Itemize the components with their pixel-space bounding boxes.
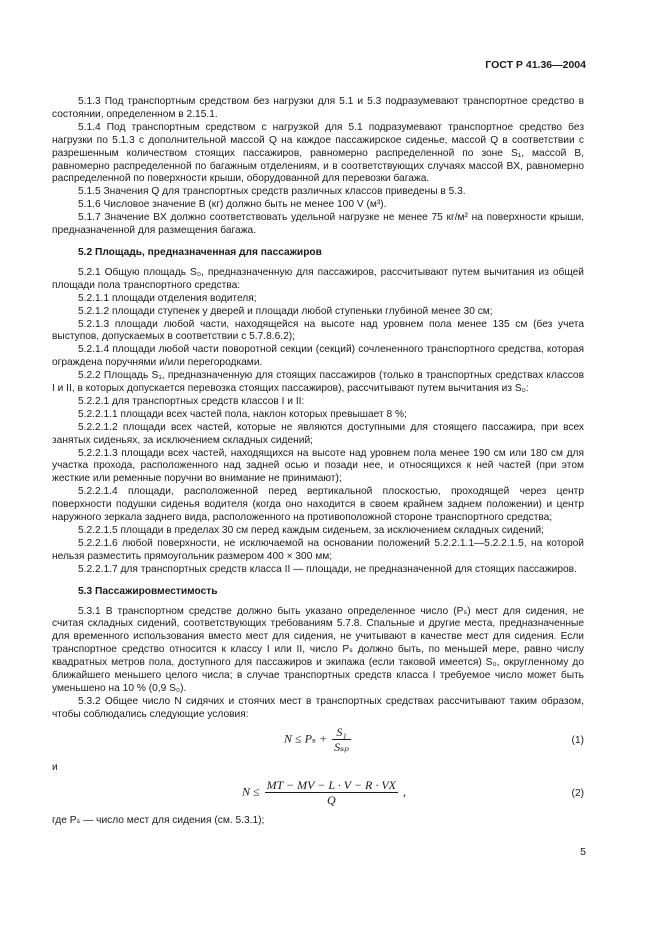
section-heading-5-3: 5.3 Пассажировместимость — [78, 585, 218, 597]
paragraph-5-2-1-2: 5.2.1.2 площади ступенек у дверей и площади любой ступеньки глубиной менее 30 см; — [78, 305, 493, 317]
paragraph-5-2-2-1-6: 5.2.2.1.6 любой поверхности, не исключаемой на основании положений 5.2.2.1.1—5.2.2.1.5, на которой нельзя разместить прямоугольник размером 400 × 300 мм; — [52, 537, 584, 562]
paragraph-5-2-2-1-4: 5.2.2.1.4 площади, расположенной перед вертикальной плоскостью, проходящей через центр поверхности подушки сиденья водителя (когда оно находится в своем крайнем заднем положении) и центр наружного зеркала заднего вида, расположенного на противоположной стороне транспортного средства; — [52, 486, 584, 524]
paragraph-5-2-2-1-5: 5.2.2.1.5 площади в пределах 30 см перед каждым сиденьем, за исключением складных сидений; — [78, 525, 544, 536]
formula-1-expression — [284, 725, 353, 754]
paragraph-5-2-2-1-7: 5.2.2.1.7 для транспортных средств класса II — площади, не предназначенной для стоящих пассажиров. — [78, 563, 577, 575]
page-number: 5 — [580, 846, 586, 858]
paragraph-5-2-2-1-1: 5.2.2.1.1 площади всех частей пола, наклон которых превышает 8 %; — [78, 408, 407, 420]
page-content — [52, 96, 584, 828]
paragraph-5-3-2: 5.3.2 Общее число N сидячих и стоячих мест в транспортных средствах рассчитывают таким образом, чтобы соблюдались следующие условия: — [52, 695, 584, 720]
conjunction-and: и — [52, 761, 58, 773]
paragraph-5-2-1-3: 5.2.1.3 площади любой части, находящейся на высоте над уровнем пола менее 135 см (без учета выступов, допускаемых в соответствии с 5.7.8.6.2); — [52, 318, 584, 343]
paragraph-5-2-2: 5.2.2 Площадь S₁, предназначенную для стоящих пассажиров (только в транспортных средствах классов I и II, в которых допускается перевозка стоящих пассажиров), рассчитывают путем вычитания из S₀: — [52, 370, 584, 395]
formula-2-number: (2) — [571, 787, 584, 799]
formula-1-denominator: Sₛₚ — [334, 739, 349, 754]
formula-1-lhs: N ≤ Pₛ + — [284, 730, 328, 745]
paragraph-5-2-2-1-3: 5.2.2.1.3 площади всех частей, находящихся на высоте над уровнем пола менее 190 см или 180 см для участка прохода, расположенного над задней осью и позади нее, и относящихся к ней частей (при этом жесткие или ременные поручни во внимание не принимают); — [52, 447, 584, 485]
paragraph-5-1-6: 5.1.6 Числовое значение B (кг) должно быть не менее 100 V (м³). — [78, 199, 387, 211]
paragraph-5-3-1: 5.3.1 В транспортном средстве должно быть указано определенное число (Pₛ) мест для сидения, не считая складных сидений, соответствующих требованиям 5.7.8. Спальные и другие места, предназначенные для временного использования вместо мест для сидения, не учитывают в качестве мест для сидения. Если транспортное средство относится к классу I или II, число Pₛ должно быть, по меньшей мере, равно числу квадратных метров пола, доступного для пассажиров и экипажа (если таковой имеется) S₀, округленному до ближайшего меньшего целого числа; в случае транспортных средств класса I требуемое число может быть уменьшено на 10 % (0,9 S₀). — [52, 605, 584, 694]
paragraph-5-2-1-1: 5.2.1.1 площади отделения водителя; — [78, 292, 257, 304]
section-heading-5-2: 5.2 Площадь, предназначенная для пассажиров — [78, 246, 322, 258]
document-header: ГОСТ Р 41.36—2004 — [485, 59, 586, 71]
formula-2-expression — [242, 778, 406, 807]
formula-2-numerator: MT − MV − L · V − R · VX — [266, 777, 397, 792]
paragraph-5-1-5: 5.1.5 Значения Q для транспортных средств различных классов приведены в 5.3. — [78, 186, 466, 198]
paragraph-5-2-2-1: 5.2.2.1 для транспортных средств классов I и II: — [78, 395, 305, 407]
formula-1-fraction — [332, 725, 351, 754]
formula-1 — [52, 725, 584, 759]
formula-2-tail: , — [403, 783, 407, 798]
paragraph-5-1-3: 5.1.3 Под транспортным средством без нагрузки для 5.1 и 5.3 подразумевают транспортное средство в состоянии, определенном в 2.15.1. — [52, 96, 584, 120]
formula-2-lhs: N ≤ — [242, 783, 260, 798]
paragraph-5-1-4: 5.1.4 Под транспортным средством с нагрузкой для 5.1 подразумевают транспортное средство без нагрузки по 5.1.3 с дополнительной массой Q на каждое пассажирское сиденье, массой Q в соответствии с разрешенным количеством стоящих пассажиров, равномерно распределенной по зоне S₁, массой B, равномерно распределенной по багажным отделениям, и в соответствующих случаях массой BX, равномерно распределенной по поверхности крыши, оборудованной для перевозки багажа. — [52, 121, 584, 185]
formula-2-denominator: Q — [326, 792, 336, 807]
formula-1-numerator: S₁ — [332, 725, 351, 740]
paragraph-5-2-1-4: 5.2.1.4 площади любой части поворотной секции (секций) сочлененного транспортного средства, которая ограждена поручнями и/или перегородками. — [52, 344, 584, 369]
paragraph-5-1-7: 5.1.7 Значение BX должно соответствовать удельной нагрузке не менее 75 кг/м² на поверхности крыши, предназначенной для размещения багажа. — [52, 212, 584, 237]
where-line: где Pₛ — число мест для сидения (см. 5.3.1); — [52, 814, 265, 826]
formula-1-number: (1) — [571, 734, 584, 746]
formula-2-fraction — [265, 778, 398, 807]
formula-2 — [52, 778, 584, 812]
paragraph-5-2-2-1-2: 5.2.2.1.2 площади всех частей, которые не являются доступными для стоящего пассажира, при всех занятых сиденьях, за исключением складных сидений; — [52, 421, 584, 446]
paragraph-5-2-1: 5.2.1 Общую площадь S₀, предназначенную для пассажиров, рассчитывают путем вычитания из общей площади пола транспортного средства: — [52, 266, 584, 291]
